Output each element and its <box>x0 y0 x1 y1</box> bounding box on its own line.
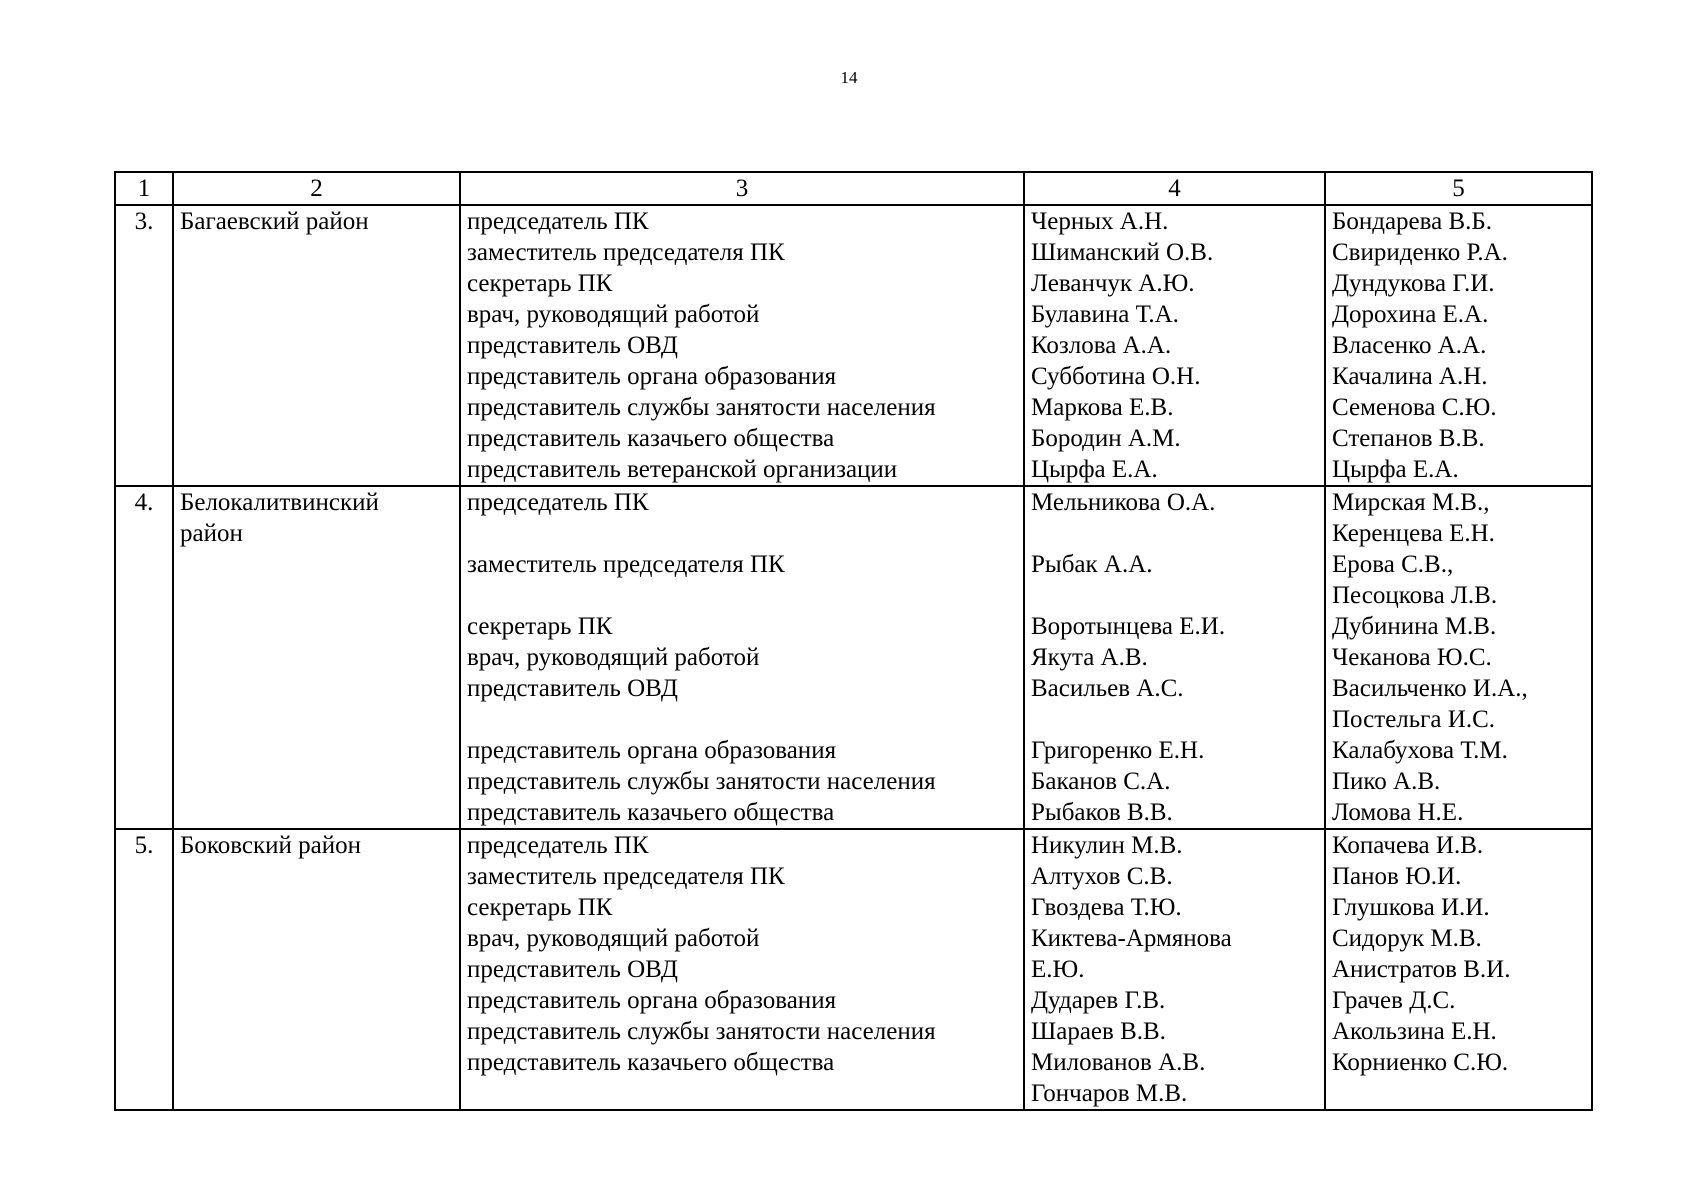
district-cell <box>173 486 460 829</box>
members-cell <box>1024 486 1325 829</box>
role-line: заместитель председателя ПК <box>467 863 785 890</box>
column-number: 2 <box>173 172 460 205</box>
member-name-line: Субботина О.Н. <box>1031 363 1201 390</box>
reserve-name-line: Панов Ю.И. <box>1332 863 1462 890</box>
reserve-name-line: Дорохина Е.А. <box>1332 301 1489 328</box>
member-name-line: Бородин А.М. <box>1031 425 1181 452</box>
member-name-line: Шараев В.В. <box>1031 1018 1166 1045</box>
reserve-name-line <box>1332 1078 1585 1109</box>
role-line: представитель службы занятости населения <box>467 768 936 795</box>
row-number-cell <box>115 829 173 1110</box>
reserve-name-line: Постельга И.С. <box>1332 706 1496 733</box>
reserve-name-line: Васильченко И.А., <box>1332 675 1528 702</box>
reserve-name-line: Копачева И.В. <box>1332 832 1484 859</box>
reserves-cell <box>1325 205 1592 486</box>
member-name-line: Киктева-Армянова <box>1031 925 1232 952</box>
role-line <box>467 580 1017 611</box>
reserve-name-line: Власенко А.А. <box>1332 332 1487 359</box>
member-name-line: Цырфа Е.А. <box>1031 456 1158 483</box>
role-line: председатель ПК <box>467 832 649 859</box>
reserve-name-line: Чеканова Ю.С. <box>1332 644 1492 671</box>
district-row <box>115 829 1592 1110</box>
role-line: представитель ОВД <box>467 332 678 359</box>
member-name-line: Дударев Г.В. <box>1031 987 1166 1014</box>
role-line: секретарь ПК <box>467 894 613 921</box>
member-name-line: Никулин М.В. <box>1031 832 1183 859</box>
reserve-name-line: Дубинина М.В. <box>1332 613 1497 640</box>
page-number: 14 <box>840 68 858 87</box>
member-name-line <box>1031 580 1318 611</box>
member-name-line: Милованов А.В. <box>1031 1049 1206 1076</box>
member-name-line: Баканов С.А. <box>1031 768 1171 795</box>
members-cell <box>1024 205 1325 486</box>
role-line: представитель службы занятости населения <box>467 394 936 421</box>
commission-table <box>114 171 1593 1111</box>
role-line: врач, руководящий работой <box>467 644 760 671</box>
reserve-name-line: Свириденко Р.А. <box>1332 239 1508 266</box>
row-number: 4. <box>134 489 154 516</box>
reserve-name-line: Корниенко С.Ю. <box>1332 1049 1509 1076</box>
district-name-line: район <box>180 520 243 547</box>
column-number: 5 <box>1325 172 1592 205</box>
member-name-line: Алтухов С.В. <box>1031 863 1173 890</box>
roles-cell <box>460 486 1024 829</box>
member-name-line <box>1031 518 1318 549</box>
member-name-line: Черных А.Н. <box>1031 208 1169 235</box>
reserve-name-line: Акользина Е.Н. <box>1332 1018 1497 1045</box>
column-number-row <box>115 172 1592 205</box>
reserve-name-line: Дундукова Г.И. <box>1332 270 1495 297</box>
reserve-name-line: Пико А.В. <box>1332 768 1441 795</box>
reserve-name-line: Грачев Д.С. <box>1332 987 1456 1014</box>
role-line: представитель службы занятости населения <box>467 1018 936 1045</box>
roles-cell <box>460 829 1024 1110</box>
role-line: врач, руководящий работой <box>467 301 760 328</box>
row-number-cell <box>115 205 173 486</box>
reserve-name-line: Калабухова Т.М. <box>1332 737 1508 764</box>
reserve-name-line: Цырфа Е.А. <box>1332 456 1459 483</box>
member-name-line: Рыбаков В.В. <box>1031 799 1173 826</box>
role-line: секретарь ПК <box>467 613 613 640</box>
member-name-line <box>1031 704 1318 735</box>
row-number-cell <box>115 486 173 829</box>
district-name-line: Боковский район <box>180 832 361 859</box>
district-name-line: Белокалитвинский <box>180 489 379 516</box>
role-line: представитель органа образования <box>467 987 837 1014</box>
reserve-name-line: Качалина А.Н. <box>1332 363 1488 390</box>
role-line: представитель казачьего общества <box>467 425 835 452</box>
member-name-line: Васильев А.С. <box>1031 675 1184 702</box>
role-line: председатель ПК <box>467 489 649 516</box>
reserves-cell <box>1325 829 1592 1110</box>
role-line: представитель органа образования <box>467 737 837 764</box>
reserve-name-line: Керенцева Е.Н. <box>1332 520 1495 547</box>
row-number: 3. <box>134 208 154 235</box>
district-row <box>115 486 1592 829</box>
role-line: председатель ПК <box>467 208 649 235</box>
member-name-line: Маркова Е.В. <box>1031 394 1174 421</box>
member-name-line: Гончаров М.В. <box>1031 1080 1188 1107</box>
role-line: заместитель председателя ПК <box>467 551 785 578</box>
role-line: представитель ветеранской организации <box>467 456 898 483</box>
reserves-cell <box>1325 486 1592 829</box>
role-line: заместитель председателя ПК <box>467 239 785 266</box>
member-name-line: Воротынцева Е.И. <box>1031 613 1226 640</box>
reserve-name-line: Бондарева В.Б. <box>1332 208 1492 235</box>
member-name-line: Григоренко Е.Н. <box>1031 737 1205 764</box>
member-name-line: Е.Ю. <box>1031 956 1085 983</box>
reserve-name-line: Семенова С.Ю. <box>1332 394 1497 421</box>
role-line: секретарь ПК <box>467 270 613 297</box>
member-name-line: Рыбак А.А. <box>1031 551 1153 578</box>
member-name-line: Леванчук А.Ю. <box>1031 270 1195 297</box>
column-number: 1 <box>115 172 173 205</box>
district-row <box>115 205 1592 486</box>
reserve-name-line: Ерова С.В., <box>1332 551 1454 578</box>
role-line: представитель казачьего общества <box>467 799 835 826</box>
reserve-name-line: Сидорук М.В. <box>1332 925 1482 952</box>
district-name-line: Багаевский район <box>180 208 369 235</box>
roles-cell <box>460 205 1024 486</box>
column-number: 4 <box>1024 172 1325 205</box>
row-number: 5. <box>134 832 154 859</box>
reserve-name-line: Песоцкова Л.В. <box>1332 582 1498 609</box>
role-line <box>467 704 1017 735</box>
district-cell <box>173 205 460 486</box>
reserve-name-line: Анистратов В.И. <box>1332 956 1511 983</box>
member-name-line: Козлова А.А. <box>1031 332 1172 359</box>
member-name-line: Гвоздева Т.Ю. <box>1031 894 1182 921</box>
role-line: представитель казачьего общества <box>467 1049 835 1076</box>
reserve-name-line: Степанов В.В. <box>1332 425 1485 452</box>
role-line <box>467 1078 1017 1109</box>
reserve-name-line: Мирская М.В., <box>1332 489 1490 516</box>
column-number: 3 <box>460 172 1024 205</box>
member-name-line: Шиманский О.В. <box>1031 239 1214 266</box>
member-name-line: Мельникова О.А. <box>1031 489 1216 516</box>
district-cell <box>173 829 460 1110</box>
reserve-name-line: Ломова Н.Е. <box>1332 799 1464 826</box>
role-line: представитель органа образования <box>467 363 837 390</box>
role-line: представитель ОВД <box>467 956 678 983</box>
role-line <box>467 518 1017 549</box>
members-cell <box>1024 829 1325 1110</box>
role-line: врач, руководящий работой <box>467 925 760 952</box>
reserve-name-line: Глушкова И.И. <box>1332 894 1490 921</box>
member-name-line: Якута А.В. <box>1031 644 1148 671</box>
member-name-line: Булавина Т.А. <box>1031 301 1179 328</box>
role-line: представитель ОВД <box>467 675 678 702</box>
